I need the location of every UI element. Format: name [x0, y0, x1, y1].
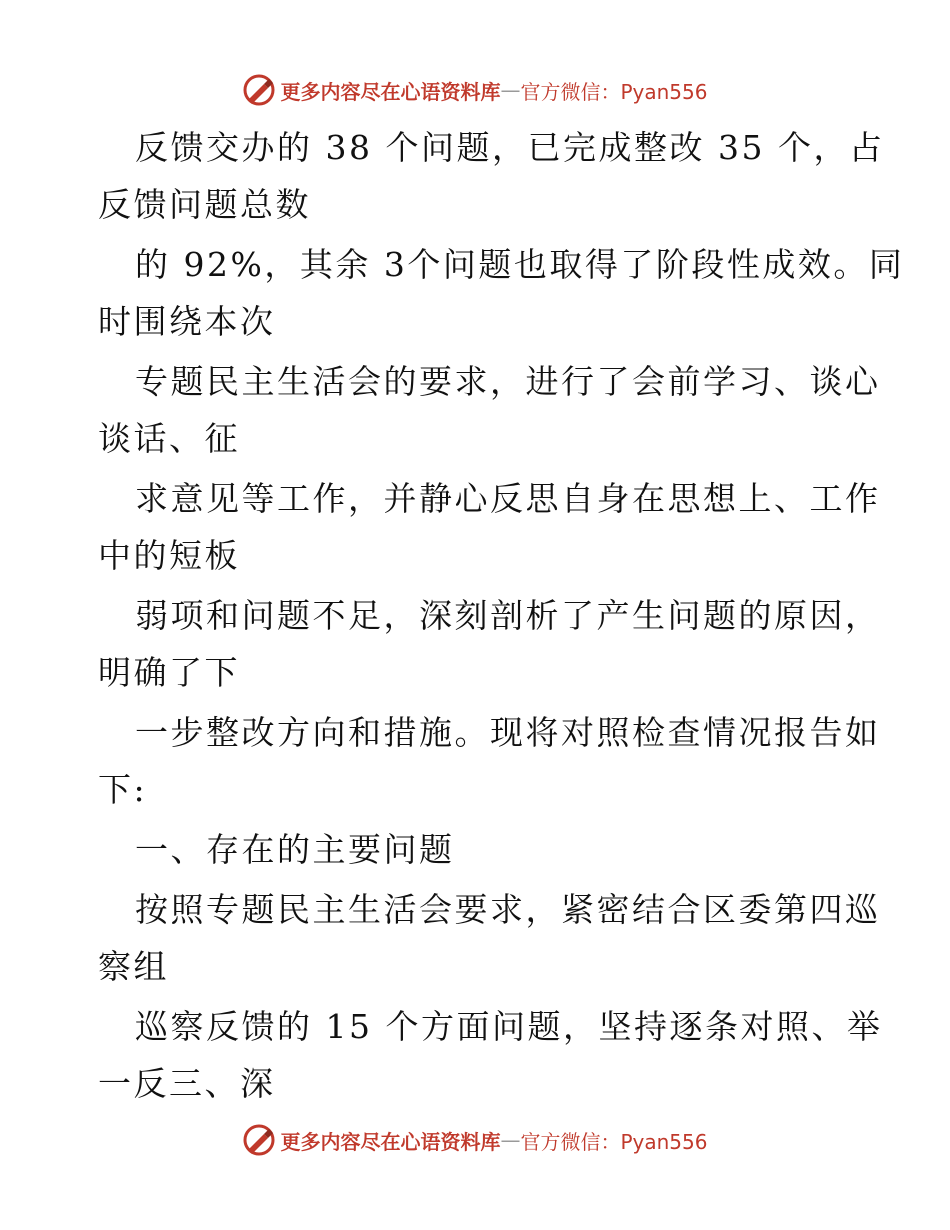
banner-separator: — [500, 1128, 521, 1152]
body-line-7: 求意见等工作，并静心反思自身在思想上、工作 [135, 479, 881, 518]
body-line-5: 专题民主生活会的要求，进行了会前学习、谈心 [135, 362, 881, 401]
banner-brand-text: 更多内容尽在心语资料库 [280, 79, 501, 104]
body-line-17: 一反三、深 [98, 1064, 276, 1103]
section-heading: 一、存在的主要问题 [135, 830, 455, 869]
body-line-2: 反馈问题总数 [98, 185, 311, 224]
body-line-12: 下: [98, 770, 148, 809]
body-line-14: 按照专题民主生活会要求，紧密结合区委第四巡 [135, 890, 881, 929]
banner-brand-text: 更多内容尽在心语资料库 [280, 1129, 501, 1154]
banner-wechat-text: 官方微信：Pyan556 [520, 1129, 708, 1154]
footer-watermark-banner [0, 1120, 950, 1160]
body-line-4: 时围绕本次 [98, 302, 276, 341]
banner-wechat-text: 官方微信：Pyan556 [520, 79, 708, 104]
pen-logo-icon [242, 73, 276, 107]
body-line-3: 的 92%，其余 3个问题也取得了阶段性成效。同 [135, 245, 905, 284]
body-line-8: 中的短板 [98, 536, 240, 575]
body-line-10: 明确了下 [98, 653, 240, 692]
body-line-9: 弱项和问题不足，深刻剖析了产生问题的原因， [135, 596, 881, 635]
body-line-16: 巡察反馈的 15 个方面问题，坚持逐条对照、举 [135, 1007, 883, 1046]
body-line-6: 谈话、征 [98, 419, 240, 458]
body-line-15: 察组 [98, 947, 169, 986]
body-line-11: 一步整改方向和措施。现将对照检查情况报告如 [135, 713, 881, 752]
pen-logo-icon [242, 1123, 276, 1157]
banner-separator: — [500, 78, 521, 102]
body-line-1: 反馈交办的 38 个问题，已完成整改 35 个，占 [135, 128, 885, 167]
header-watermark-banner [0, 70, 950, 110]
